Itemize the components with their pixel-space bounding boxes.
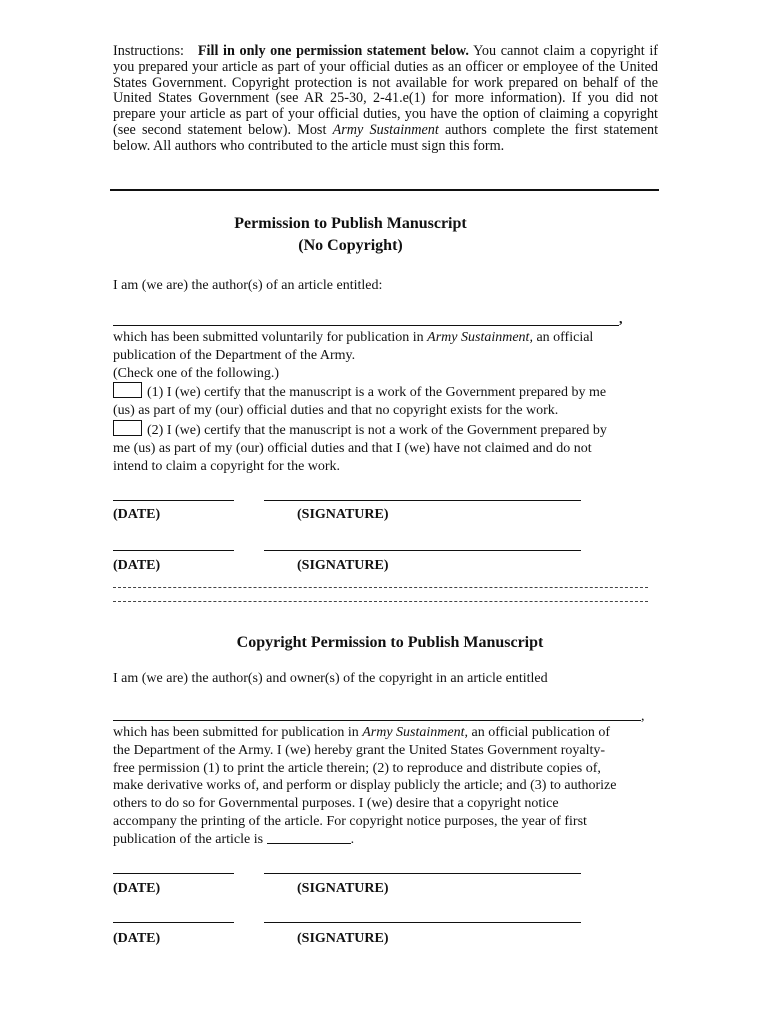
option1-text-a: (1) I (we) certify that the manuscript is a work of the Government prepared by me xyxy=(147,385,607,401)
section1-article-title-field[interactable] xyxy=(113,325,619,326)
section1-submitted-b: an official xyxy=(532,330,594,345)
option1-text-b: (us) as part of my (our) official duties and that no copyright exists for the work. xyxy=(113,403,559,419)
section2-line6: accompany the printing of the article. For copyright notice purposes, the year of first xyxy=(113,813,587,829)
section2-date-label-1: (DATE) xyxy=(113,881,161,896)
instructions-block xyxy=(113,44,658,155)
section1-date-line-1[interactable] xyxy=(113,500,234,501)
section1-signature-line-1[interactable] xyxy=(264,500,581,501)
section1-submitted-a: which has been submitted voluntarily for publication in xyxy=(113,330,428,345)
section2-intro: I am (we are) the author(s) and owner(s) of the copyright in an article entitled xyxy=(113,671,548,686)
section2-line2: the Department of the Army. I (we) hereby grant the United States Government royalty- xyxy=(113,742,606,758)
option2-text-a: (2) I (we) certify that the manuscript is not a work of the Government prepared by xyxy=(147,422,607,438)
section1-body xyxy=(113,329,658,475)
section2-submitted-italic: Army Sustainment xyxy=(362,725,465,740)
option2-text-c: intend to claim a copyright for the work. xyxy=(113,458,341,474)
section2-body xyxy=(113,724,658,849)
section-divider xyxy=(110,189,659,191)
section2-signature-line-2[interactable] xyxy=(264,922,581,923)
section1-signature-label-2: (SIGNATURE) xyxy=(297,558,389,573)
section2-line7-a: publication of the article is xyxy=(113,831,267,847)
section1-intro: I am (we are) the author(s) of an article entitled: xyxy=(113,278,383,293)
section1-title xyxy=(113,213,588,257)
section2-line5: others to do so for Governmental purposes. I (we) desire that a copyright notice xyxy=(113,796,559,812)
section2-submitted-b: , an official publication of xyxy=(464,725,611,740)
instructions-part2: authors complete the first statement below. All authors who contributed to the article must sign this form. xyxy=(113,121,659,154)
dashed-separator-1 xyxy=(113,587,648,589)
section2-date-line-1[interactable] xyxy=(113,873,234,874)
section1-date-line-2[interactable] xyxy=(113,550,234,551)
instructions-italic: Army Sustainment xyxy=(332,121,439,138)
section2-signature-label-1: (SIGNATURE) xyxy=(297,881,389,896)
section2-date-label-2: (DATE) xyxy=(113,931,161,946)
option1-checkbox[interactable] xyxy=(113,382,142,398)
section2-signature-line-1[interactable] xyxy=(264,873,581,874)
section1-title-line2: (No Copyright) xyxy=(298,237,403,254)
option2-checkbox[interactable] xyxy=(113,420,142,436)
section1-date-label-1: (DATE) xyxy=(113,507,161,522)
section2-submitted-a: which has been submitted for publication in xyxy=(113,725,363,740)
section1-date-label-2: (DATE) xyxy=(113,558,161,573)
section2-line3: free permission (1) to print the article therein; (2) to reproduce and distribute copies of, xyxy=(113,760,601,776)
instructions-part1: You cannot claim a copyright if you prepared your article as part of your official duties as an officer or employee of the United States Government. Copyright protection is not available for work prepared on behalf of the United States Government (see AR 25-30, 2-41.e(1) for more information). If you did not prepare your article as part of your official duties, you have the option of claiming a copyright (see second statement below). Most xyxy=(113,43,658,138)
section1-submitted-line2: publication of the Department of the Army. xyxy=(113,347,356,363)
section2-line4: make derivative works of, and perform or display publicly the article; and (3) to authorize xyxy=(113,778,617,794)
publication-year-field[interactable] xyxy=(267,831,351,844)
section2-trailing-comma: , xyxy=(641,709,645,724)
instructions-bold: Fill in only one permission statement below. xyxy=(197,43,469,59)
section1-submitted-italic: Army Sustainment, xyxy=(427,330,533,345)
section2-title: Copyright Permission to Publish Manuscript xyxy=(236,634,544,651)
section1-signature-line-2[interactable] xyxy=(264,550,581,551)
section2-date-line-2[interactable] xyxy=(113,922,234,923)
section1-title-line1: Permission to Publish Manuscript xyxy=(234,215,467,232)
section2-signature-label-2: (SIGNATURE) xyxy=(297,931,389,946)
dashed-separator-2 xyxy=(113,601,648,603)
section1-signature-label-1: (SIGNATURE) xyxy=(297,507,389,522)
option2-text-b: me (us) as part of my (our) official duties and that I (we) have not claimed and do not xyxy=(113,440,592,456)
section2-article-title-field[interactable] xyxy=(113,720,641,721)
instructions-text xyxy=(113,44,658,155)
instructions-lead: Instructions: xyxy=(113,43,184,59)
section1-check-one: (Check one of the following.) xyxy=(113,365,280,381)
section2-line7-b: . xyxy=(350,831,355,847)
section1-trailing-comma: , xyxy=(619,312,623,327)
